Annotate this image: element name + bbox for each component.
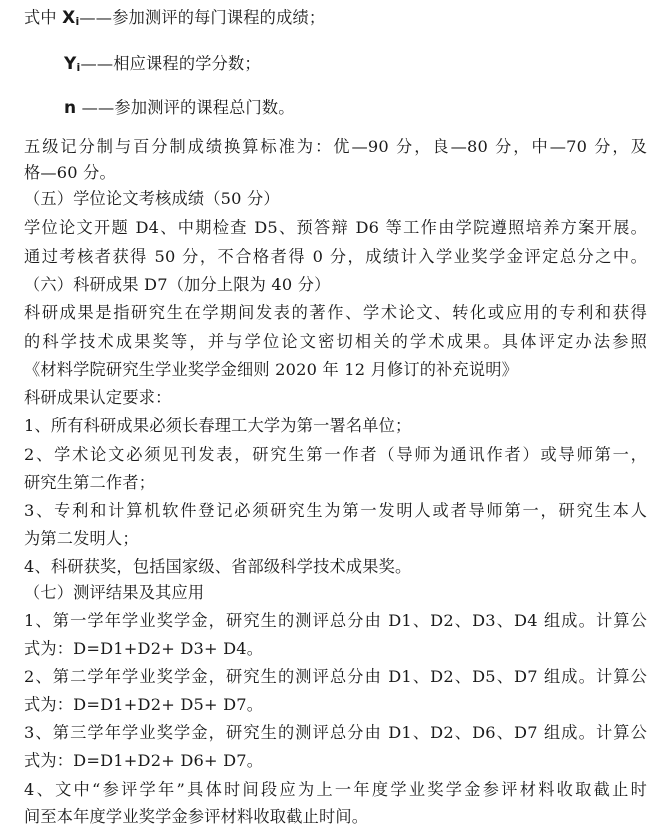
formula-line: 式为：D=D1+D2+ D6+ D7。: [24, 751, 264, 770]
variable-y: $Y_i$: [64, 54, 81, 74]
definition-text: ——相应课程的学分数；: [80, 54, 261, 73]
list-item: 4、科研获奖，包括国家级、省部级科学技术成果奖。: [24, 557, 412, 576]
section-heading: （六）科研成果 D7（加分上限为 40 分）: [24, 275, 331, 294]
list-item-continuation: 为第二发明人；: [24, 529, 139, 548]
list-item: 2、学术论文必须见刊发表，研究生第一作者（导师为通讯作者）或导师第一，: [24, 445, 647, 464]
list-item: 1、第一学年学业奖学金，研究生的测评总分由 D1、D2、D3、D4 组成。计算公: [24, 611, 647, 630]
formula-line: 式为：D=D1+D2+ D5+ D7。: [24, 695, 264, 714]
paragraph-line: 科研成果认定要求：: [24, 388, 172, 407]
section-heading: （七）测评结果及其应用: [24, 583, 205, 602]
variable-n: n: [64, 98, 77, 118]
definition-text: ——参加测评的课程总门数。: [76, 98, 295, 117]
list-item-continuation: 间至本年度学业奖学金参评材料收取截止时间。: [24, 807, 369, 826]
list-item: 4、文中“参评学年”具体时间段应为上一年度学业奖学金参评材料收取截止时: [24, 780, 647, 799]
paragraph-line: 学位论文开题 D4、中期检查 D5、预答辩 D6 等工作由学院遵照培养方案开展。: [24, 218, 647, 237]
variable-x: $X_i$: [62, 8, 80, 28]
paragraph-line: 《材料学院研究生学业奖学金细则 2020 年 12 月修订的补充说明》: [24, 360, 519, 379]
formula-line: 式为：D=D1+D2+ D3+ D4。: [24, 639, 264, 658]
list-item: 3、第三学年学业奖学金，研究生的测评总分由 D1、D2、D6、D7 组成。计算公: [24, 723, 647, 742]
paragraph-line: 格—60 分。: [24, 163, 116, 182]
paragraph-line: 通过考核者获得 50 分，不合格者得 0 分，成绩计入学业奖学金评定总分之中。: [24, 247, 647, 266]
list-item: 2、第二学年学业奖学金，研究生的测评总分由 D1、D2、D5、D7 组成。计算公: [24, 667, 647, 686]
list-item: 1、所有科研成果必须长春理工大学为第一署名单位；: [24, 416, 412, 435]
section-heading: （五）学位论文考核成绩（50 分）: [24, 189, 280, 208]
definition-n: [64, 94, 647, 122]
paragraph-line: 五级记分制与百分制成绩换算标准为：优—90 分，良—80 分，中—70 分，及: [24, 137, 647, 156]
definition-prefix: 式中: [24, 8, 63, 27]
list-item: 3、专利和计算机软件登记必须研究生为第一发明人或者导师第一，研究生本人: [24, 501, 647, 520]
definition-yi: [64, 50, 647, 82]
paragraph-line: 科研成果是指研究生在学期间发表的著作、学术论文、转化或应用的专利和获得: [24, 303, 647, 322]
list-item-continuation: 研究生第二作者；: [24, 473, 156, 492]
paragraph-line: 的科学技术成果奖等，并与学位论文密切相关的学术成果。具体评定办法参照: [24, 332, 647, 351]
definition-xi: [24, 4, 647, 36]
definition-text: ——参加测评的每门课程的成绩；: [79, 8, 326, 27]
